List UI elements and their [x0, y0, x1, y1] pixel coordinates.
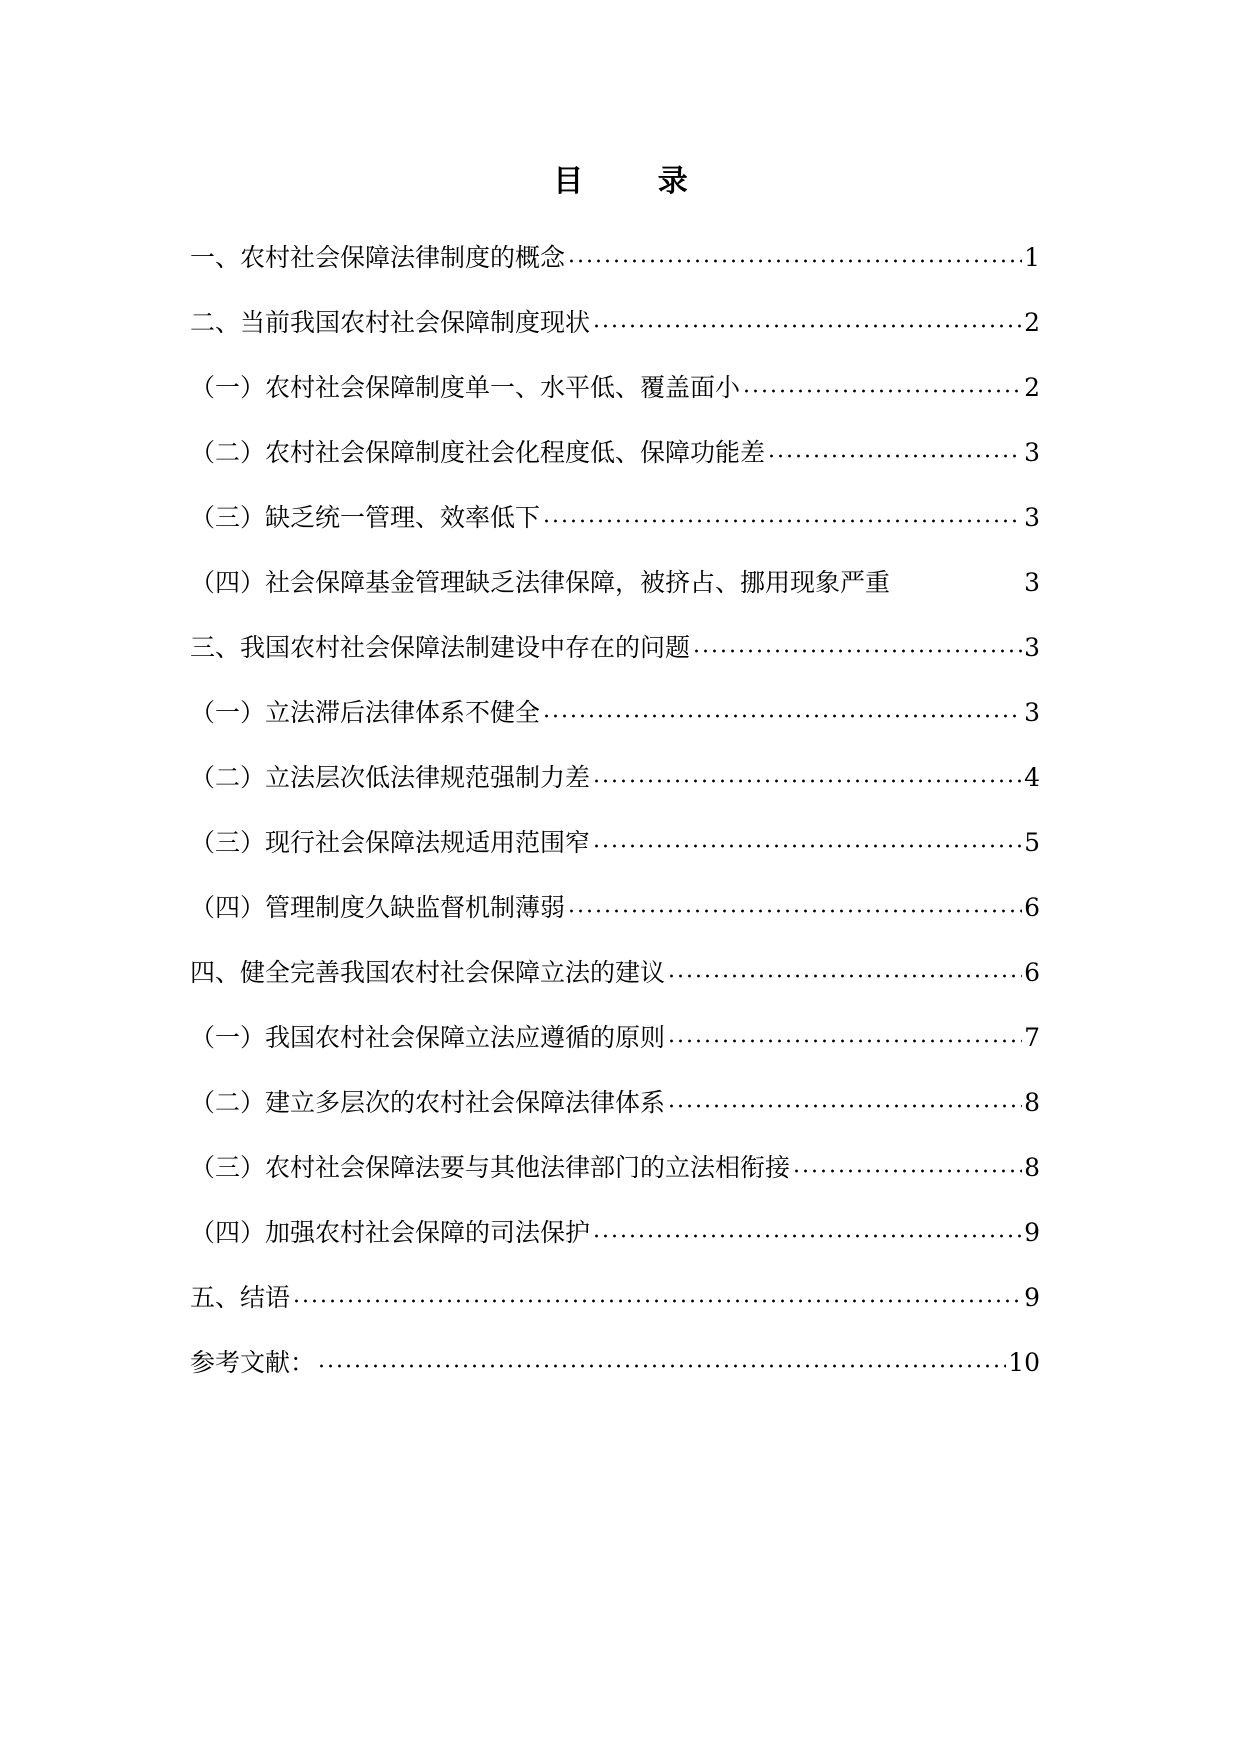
toc-entry-text: （三）农村社会保障法要与其他法律部门的立法相衔接 [190, 1152, 791, 1182]
toc-entry-text: 三、我国农村社会保障法制建设中存在的问题 [190, 632, 691, 662]
toc-entry[interactable] [190, 290, 1040, 355]
toc-entry-text: （一）立法滞后法律体系不健全 [190, 697, 541, 727]
toc-page-number: 6 [1024, 892, 1040, 922]
toc-entry-text: （四）加强农村社会保障的司法保护 [190, 1217, 591, 1247]
toc-title: 目 录 [553, 164, 720, 199]
toc-leader-dots [592, 843, 1022, 849]
toc-entry[interactable] [190, 1005, 1040, 1070]
toc-entry-text: （三）缺乏统一管理、效率低下 [190, 502, 541, 532]
toc-page-number: 6 [1024, 957, 1040, 987]
toc-page-number: 1 [1024, 242, 1040, 272]
toc-entry[interactable] [190, 355, 1040, 420]
toc-entry[interactable] [190, 420, 1040, 485]
toc-leader-dots [317, 1363, 1006, 1369]
toc-entry-text: （二）立法层次低法律规范强制力差 [190, 762, 591, 792]
toc-leader-dots [567, 908, 1022, 914]
toc-entry-text: （四）管理制度久缺监督机制薄弱 [190, 892, 566, 922]
toc-entry-text: 二、当前我国农村社会保障制度现状 [190, 307, 591, 337]
toc-leader-dots [692, 648, 1022, 654]
toc-entry-text: 一、农村社会保障法律制度的概念 [190, 242, 566, 272]
toc-page-number: 3 [1024, 437, 1040, 467]
toc-page-number: 7 [1024, 1022, 1040, 1052]
toc-page-number: 2 [1024, 372, 1040, 402]
toc-entry[interactable] [190, 1135, 1040, 1200]
toc-entry[interactable] [190, 225, 1040, 290]
toc-page-number: 2 [1024, 307, 1040, 337]
toc-entry-text: 参考文献： [190, 1347, 316, 1377]
toc-entry[interactable] [190, 745, 1040, 810]
toc-page-number: 8 [1024, 1152, 1040, 1182]
toc-page-number: 3 [1024, 632, 1040, 662]
toc-entry[interactable] [190, 1200, 1040, 1265]
toc-entry-text: （三）现行社会保障法规适用范围窄 [190, 827, 591, 857]
toc-entry[interactable] [190, 615, 1040, 680]
toc-entry-text: （一）农村社会保障制度单一、水平低、覆盖面小 [190, 372, 741, 402]
toc-entry[interactable] [190, 875, 1040, 940]
toc-entry[interactable] [190, 810, 1040, 875]
toc-entry[interactable] [190, 550, 1040, 615]
toc-page-number: 10 [1008, 1347, 1040, 1377]
toc-entry[interactable] [190, 485, 1040, 550]
toc-leader-dots [667, 973, 1022, 979]
toc-leader-dots [292, 1298, 1022, 1304]
toc-leader-dots [592, 323, 1022, 329]
toc-entry-text: 五、结语 [190, 1282, 291, 1312]
toc-leader-dots [592, 1233, 1022, 1239]
toc-entry-text: （二）建立多层次的农村社会保障法律体系 [190, 1087, 666, 1117]
toc-leader-dots [742, 388, 1022, 394]
toc-page-number: 3 [1024, 697, 1040, 727]
toc-leader-dots [667, 1103, 1022, 1109]
toc-page-number: 5 [1024, 827, 1040, 857]
toc-entry[interactable] [190, 680, 1040, 745]
toc-page-number: 3 [1024, 567, 1040, 597]
toc-entry[interactable] [190, 1265, 1040, 1330]
toc-leader-dots [567, 258, 1022, 264]
toc-leader-dots [542, 713, 1022, 719]
toc-list [190, 225, 1040, 1395]
toc-leader-dots [792, 1168, 1022, 1174]
toc-entry[interactable] [190, 940, 1040, 1005]
toc-leader-dots [667, 1038, 1022, 1044]
toc-page-number: 8 [1024, 1087, 1040, 1117]
toc-leader-dots [767, 453, 1022, 459]
toc-leader-dots [542, 518, 1022, 524]
toc-entry-text: （二）农村社会保障制度社会化程度低、保障功能差 [190, 437, 766, 467]
toc-entry[interactable] [190, 1330, 1040, 1395]
toc-page-number: 9 [1024, 1217, 1040, 1247]
toc-entry-text: 四、健全完善我国农村社会保障立法的建议 [190, 957, 666, 987]
toc-page-number: 4 [1024, 762, 1040, 792]
toc-leader-dots [592, 778, 1022, 784]
toc-entry-text: （四）社会保障基金管理缺乏法律保障，被挤占、挪用现象严重 [190, 567, 891, 597]
toc-page-number: 9 [1024, 1282, 1040, 1312]
toc-page-number: 3 [1024, 502, 1040, 532]
toc-entry[interactable] [190, 1070, 1040, 1135]
toc-entry-text: （一）我国农村社会保障立法应遵循的原则 [190, 1022, 666, 1052]
